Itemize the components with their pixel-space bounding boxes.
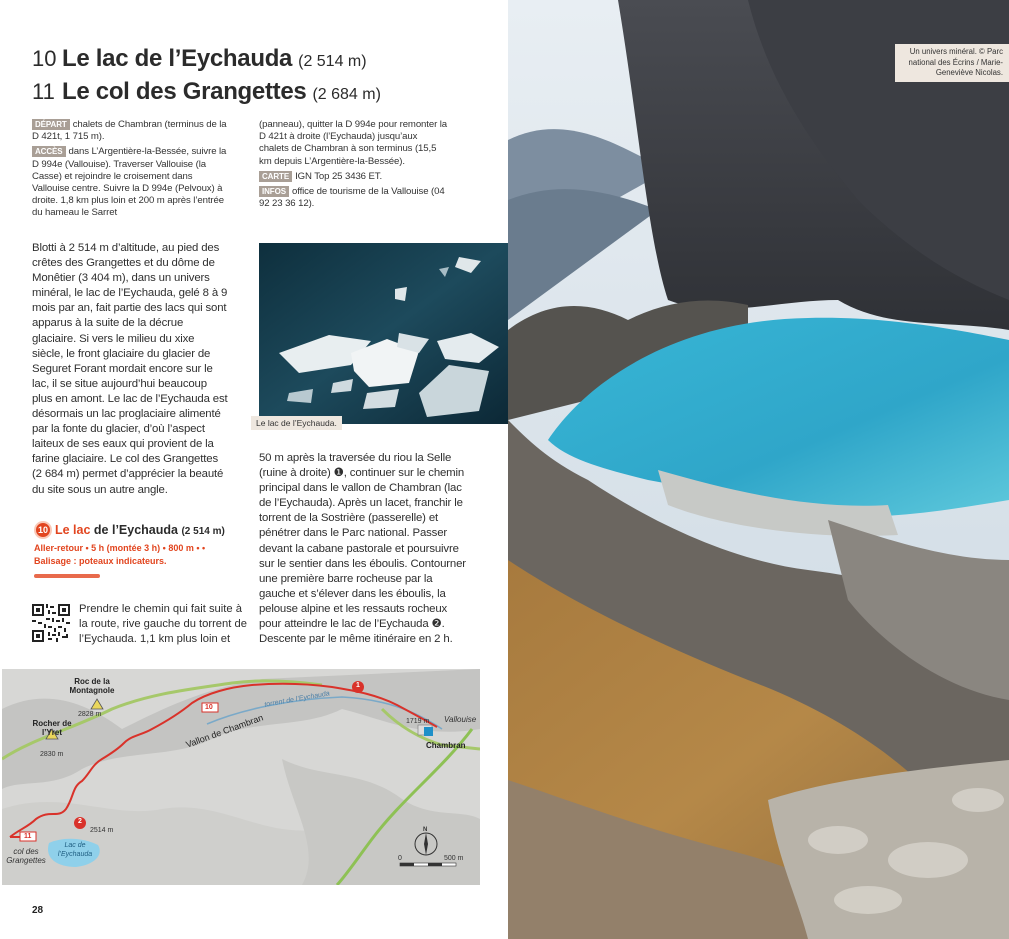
map-route-num-10: 10 [205, 704, 213, 711]
info-continued: (panneau), quitter la D 994e pour remonter la D 421t à droite (l’Eychauda) jusqu’aux chalets de Chambran à son terminus (15,5 km depuis L’Argentière-la-Bessée). [259, 119, 448, 167]
qr-code-icon [32, 604, 70, 642]
map-peak1-alt: 2828 m [78, 711, 102, 718]
lake-photo-caption: Le lac de l’Eychauda. [251, 416, 342, 430]
carte-text: IGN Top 25 3436 ET. [295, 170, 383, 182]
acces-tag: ACCÈS [32, 146, 66, 157]
lake-ice-photo [259, 243, 508, 424]
map-scale-start: 0 [398, 855, 402, 862]
map-chambran-label: Chambran [426, 741, 466, 750]
title-altitude: (2 684 m) [312, 86, 381, 103]
title-number: 11 [32, 79, 55, 104]
route-title [55, 523, 225, 537]
route-balisage: Balisage : poteaux indicateurs. [34, 556, 167, 567]
route-map [2, 669, 480, 885]
map-col-label: col des Grangettes [6, 847, 46, 865]
titles [32, 44, 492, 110]
map-peak2-alt: 2830 m [40, 751, 64, 758]
title-line-10 [32, 44, 492, 77]
map-vallon-label: Vallon de Chambran [184, 712, 265, 750]
title-number: 10 [32, 46, 57, 71]
info-column-right [259, 119, 449, 213]
depart-text: chalets de Chambran (terminus de la D 421t, 1 715 m). [32, 119, 227, 143]
map-lake-alt: 2514 m [90, 827, 114, 834]
main-photo-caption: Un univers minéral. © Parc national des Écrins / Marie-Geneviève Nicolas. [895, 44, 1009, 82]
info-carte [259, 171, 449, 183]
info-acces [32, 146, 227, 219]
depart-tag: DÉPART [32, 119, 70, 130]
map-marker-2: 2 [78, 818, 82, 825]
route-title-red: Le lac [55, 523, 91, 537]
mountain-lake-illustration [508, 0, 1009, 939]
acces-text: dans L’Argentière-la-Bessée, suivre la D 994e (Vallouise). Traverser Vallouise (la Casse) et rejoindre le croisement dans Vallouise centre. Suivre la D 994e (Pelvoux) à droite. 1,8 km plus loin et 200 m après l’entrée du hameau le Sarret [32, 146, 227, 219]
route-number-badge: 10 [34, 521, 52, 539]
map-chambran-alt: 1719 m [406, 718, 430, 725]
title-altitude: (2 514 m) [298, 53, 367, 70]
map-peak2-name: Rocher de l’Yret [32, 719, 72, 737]
map-vallouise-label: Vallouise [444, 715, 477, 724]
qr-code[interactable] [32, 604, 70, 642]
carte-tag: CARTE [259, 171, 292, 182]
info-column-left [32, 119, 227, 223]
qr-paragraph: Prendre le chemin qui fait suite à la route, rive gauche du torrent de l’Eychauda. 1,1 km plus loin et [79, 603, 247, 645]
map-torrent-label: torrent de l’Eychauda [263, 690, 331, 709]
title-name: Le col des Grangettes [62, 78, 307, 105]
route-meta: Aller-retour • 5 h (montée 3 h) • 800 m • • [34, 543, 206, 554]
route-paragraph: 50 m après la traversée du riou la Selle (ruine à droite) ❶, continuer sur le chemin principal dans le vallon de Chambran (lac de l’Eychauda). Après un lacet, franchir le torrent de la Sostrière (passerelle) et pénétrer dans le Parc national. Passer devant la cabane pastorale et poursuivre sur le sentier dans les éboulis. Contourner une première barre rocheuse par la gauche et s’élever dans les éboulis, la pelouse alpine et les ressauts rocheux pour atteindre le lac de l’Eychauda ❷. Descente par le même itinéraire en 2 h. [259, 452, 466, 646]
compass-icon: N [423, 827, 428, 833]
map-scale-end: 500 m [444, 855, 464, 862]
route-title-rest: de l’Eychauda [93, 523, 178, 537]
info-infos [259, 186, 449, 210]
info-depart [32, 119, 227, 143]
route-difficulty-bar [34, 574, 100, 578]
intro-paragraph: Blotti à 2 514 m d’altitude, au pied des crêtes des Grangettes et du dôme de Monêtier (3 404 m), dans un univers minéral, le lac de l’Eychauda, gelé 8 à 9 mois par an, fait partie des lacs qui sont apparus à la suite de la décrue glaciaire. Si vers le milieu du xixe siècle, le front glaciaire du glacier de Seguret Forant mordait encore sur le lac, il se situe aujourd’hui beaucoup plus en amont. Le lac de l’Eychauda est désormais un lac proglaciaire alimenté par la fonte du glacier, d’où l’aspect laiteux de ses eaux qui provient de la farine glaciaire. Le col des Grangettes (2 684 m) permet d’apprécier la beauté du site sous un autre angle. [32, 242, 228, 496]
infos-tag: INFOS [259, 186, 289, 197]
route-altitude: (2 514 m) [181, 526, 225, 537]
map-marker-1: 1 [356, 682, 360, 689]
infos-text: office de tourisme de la Vallouise (04 92 23 36 12). [259, 186, 445, 210]
map-lake-label: Lac de l’Eychauda [57, 842, 93, 858]
main-lake-photo [508, 0, 1009, 939]
title-name: Le lac de l’Eychauda [62, 45, 293, 72]
map-route-num-11: 11 [24, 833, 32, 840]
ice-floes-illustration [259, 243, 508, 424]
route-header [34, 521, 254, 578]
map-peak1-name: Roc de la Montagnole [69, 677, 115, 695]
page-number: 28 [32, 905, 44, 916]
title-line-11 [32, 77, 492, 110]
